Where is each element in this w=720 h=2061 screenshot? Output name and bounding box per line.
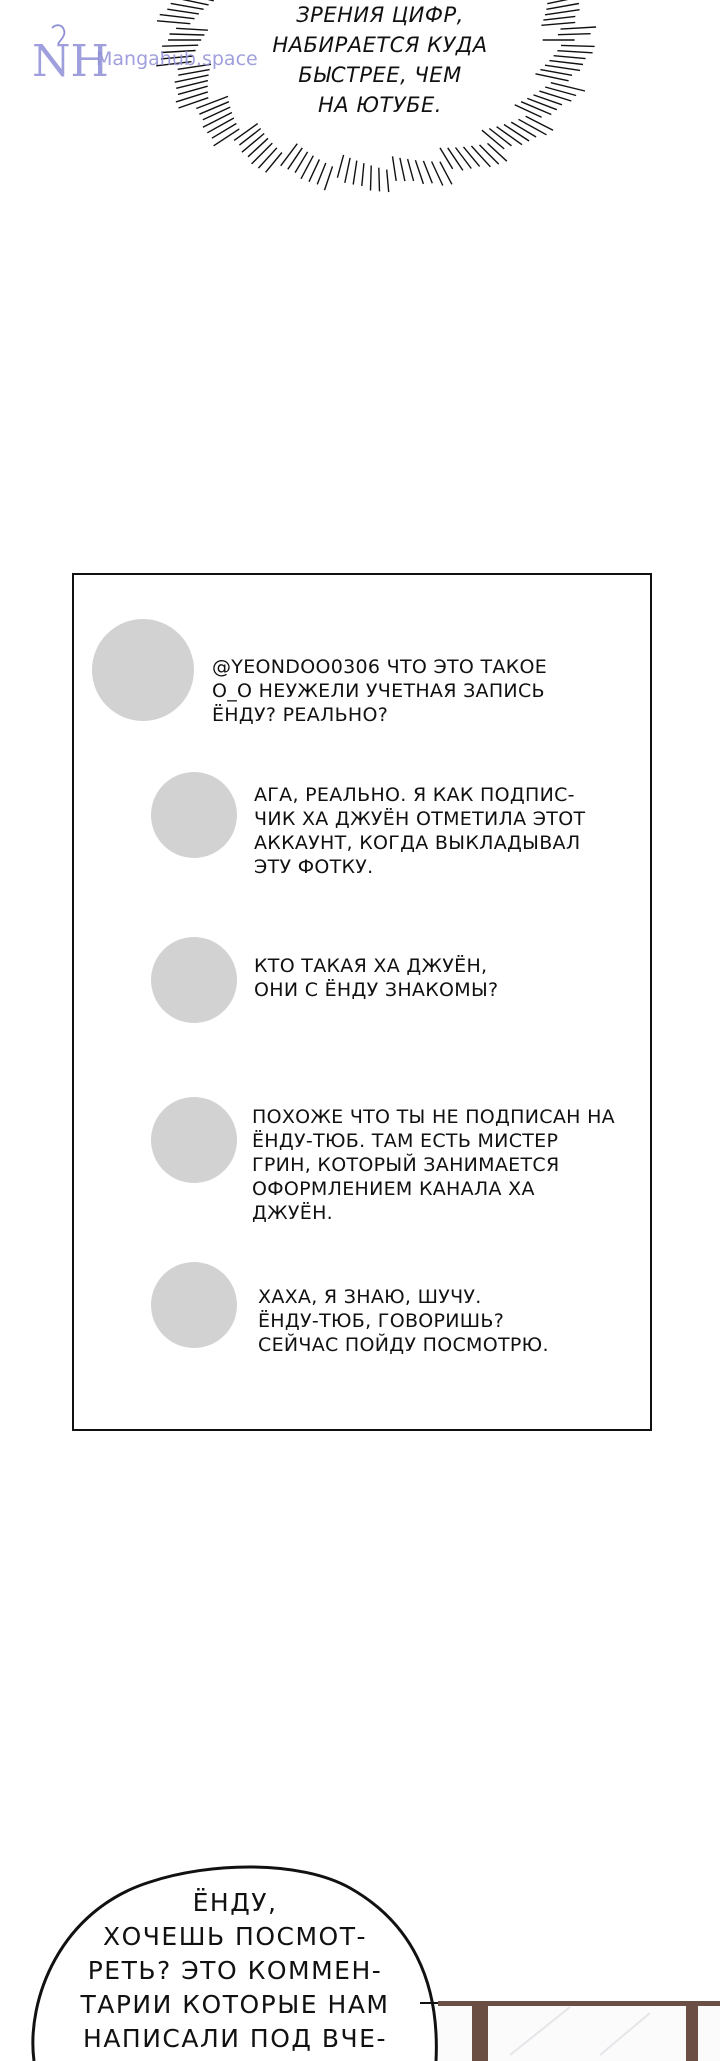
comment-line: ЁНДУ? РЕАЛЬНО? bbox=[212, 704, 389, 726]
watermark-text: Mangahub.space bbox=[96, 48, 258, 70]
bubble-line: ХОЧЕШЬ ПОСМОТ- bbox=[102, 1922, 368, 1951]
burst-ray bbox=[511, 122, 536, 137]
burst-line: НА ЮТУБЕ. bbox=[318, 93, 442, 117]
comment-line: АККАУНТ, КОГДА ВЫКЛАДЫВАЛ bbox=[254, 832, 581, 854]
burst-ray bbox=[519, 119, 547, 135]
burst-ray bbox=[558, 34, 591, 35]
burst-ray bbox=[543, 16, 575, 20]
burst-ray bbox=[207, 118, 234, 133]
comment-line: ЁНДУ-ТЮБ, ГОВОРИШЬ? bbox=[258, 1310, 505, 1332]
burst-ray bbox=[157, 21, 190, 24]
burst-ray bbox=[464, 147, 480, 167]
burst-ray bbox=[448, 148, 463, 171]
comment-text bbox=[252, 1105, 615, 1225]
burst-ray bbox=[561, 27, 597, 29]
comment-line: ОНИ С ЁНДУ ЗНАКОМЫ? bbox=[254, 979, 499, 1001]
burst-ray bbox=[258, 148, 277, 168]
burst-ray bbox=[212, 124, 237, 139]
burst-bubble-text bbox=[230, 0, 530, 120]
burst-ray bbox=[171, 3, 204, 9]
burst-ray bbox=[408, 159, 414, 181]
watermark-logo-letters: NH bbox=[32, 36, 109, 87]
burst-ray bbox=[160, 15, 195, 19]
burst-ray bbox=[547, 0, 578, 4]
bubble-line: НАПИСАЛИ ПОД ВЧЕ- bbox=[83, 2024, 387, 2053]
burst-ray bbox=[162, 45, 198, 46]
comment-text bbox=[254, 954, 498, 1002]
burst-ray bbox=[371, 166, 372, 191]
burst-ray bbox=[317, 163, 326, 184]
burst-ray bbox=[199, 102, 229, 115]
burst-ray bbox=[214, 129, 240, 146]
burst-ray bbox=[545, 65, 580, 70]
burst-ray bbox=[557, 51, 592, 53]
burst-ray bbox=[415, 160, 423, 184]
burst-ray bbox=[362, 163, 364, 186]
burst-ray bbox=[488, 143, 507, 161]
burst-line: ЗРЕНИЯ ЦИФР, bbox=[296, 3, 464, 27]
comment-line: ЧИК ХА ДЖУЁН ОТМЕТИЛА ЭТОТ bbox=[254, 808, 586, 830]
burst-ray bbox=[482, 130, 504, 149]
burst-ray bbox=[345, 158, 350, 183]
comment-line: O_O НЕУЖЕЛИ УЧЕТНАЯ ЗАПИСЬ bbox=[212, 680, 545, 702]
burst-ray bbox=[504, 125, 529, 142]
burst-ray bbox=[170, 34, 205, 35]
comments-panel bbox=[72, 573, 652, 1431]
comment-avatar bbox=[92, 619, 194, 721]
burst-ray bbox=[174, 0, 208, 5]
burst-ray bbox=[203, 107, 230, 120]
bubble-line: ЁНДУ, bbox=[192, 1888, 278, 1917]
burst-ray bbox=[239, 129, 260, 146]
comment-line: ЁНДУ-ТЮБ. ТАМ ЕСТЬ МИСТЕР bbox=[252, 1130, 559, 1152]
comment-line: ДЖУЁН. bbox=[252, 1202, 334, 1224]
comment-avatar bbox=[151, 1262, 237, 1348]
comment-line: @YEONDOO0306 ЧТО ЭТО ТАКОЕ bbox=[212, 656, 548, 678]
burst-ray bbox=[337, 155, 343, 178]
burst-ray bbox=[546, 4, 579, 10]
burst-ray bbox=[540, 70, 572, 76]
burst-ray bbox=[325, 166, 333, 190]
burst-ray bbox=[471, 146, 490, 167]
burst-ray bbox=[309, 159, 319, 181]
burst-ray bbox=[545, 10, 580, 15]
burst-ray bbox=[400, 158, 405, 181]
watermark-logo-icon bbox=[30, 22, 109, 87]
burst-ray bbox=[281, 144, 298, 166]
burst-ray bbox=[379, 168, 380, 192]
comment-line: СЕЙЧАС ПОЙДУ ПОСМОТРЮ. bbox=[258, 1334, 549, 1356]
burst-ray bbox=[353, 161, 357, 185]
burst-ray bbox=[234, 124, 258, 141]
burst-line: НАБИРАЕТСЯ КУДА bbox=[272, 33, 488, 57]
burst-ray bbox=[536, 74, 569, 81]
comment-avatar bbox=[151, 772, 237, 858]
comment-line: ГРИН, КОТОРЫЙ ЗАНИМАЕТСЯ bbox=[252, 1154, 560, 1176]
burst-ray bbox=[527, 98, 557, 109]
comment-avatar bbox=[151, 937, 237, 1023]
burst-ray bbox=[480, 145, 499, 164]
burst-ray bbox=[423, 161, 432, 183]
comment-line: ХАХА, Я ЗНАЮ, ШУЧУ. bbox=[258, 1286, 482, 1308]
bubble-line: ТАРИИ КОТОРЫЕ НАМ bbox=[80, 1990, 390, 2019]
burst-ray bbox=[266, 153, 282, 173]
comment-line: ОФОРМЛЕНИЕМ КАНАЛА ХА bbox=[252, 1178, 535, 1200]
burst-ray bbox=[541, 22, 575, 25]
comment-text bbox=[254, 783, 585, 879]
burst-ray bbox=[176, 28, 208, 30]
burst-ray bbox=[497, 127, 522, 145]
burst-ray bbox=[242, 134, 264, 153]
burst-ray bbox=[561, 45, 595, 46]
burst-ray bbox=[288, 148, 303, 170]
burst-ray bbox=[549, 61, 583, 65]
comment-line: ПОХОЖЕ ЧТО ТЫ НЕ ПОДПИСАН НА bbox=[252, 1106, 615, 1128]
burst-ray bbox=[167, 9, 199, 14]
bubble-line: РЕТЬ? ЭТО КОММЕН- bbox=[87, 1956, 383, 1985]
burst-ray bbox=[196, 96, 228, 108]
comment-text bbox=[258, 1285, 549, 1357]
comment-avatar bbox=[151, 1097, 237, 1183]
comment-text bbox=[212, 655, 547, 727]
burst-ray bbox=[178, 70, 209, 76]
burst-ray bbox=[393, 156, 397, 181]
comment-line: КТО ТАКАЯ ХА ДЖУЁН, bbox=[254, 955, 488, 977]
comment-line: ЭТУ ФОТКУ. bbox=[254, 856, 374, 878]
burst-ray bbox=[554, 56, 586, 59]
comment-line: АГА, РЕАЛЬНО. Я КАК ПОДПИС- bbox=[254, 784, 575, 806]
burst-ray bbox=[203, 113, 232, 128]
background-window-frame bbox=[420, 1995, 720, 2061]
burst-ray bbox=[248, 138, 268, 157]
burst-line: БЫСТРЕЕ, ЧЕМ bbox=[298, 63, 462, 87]
burst-ray bbox=[456, 148, 472, 169]
burst-ray bbox=[387, 170, 389, 193]
speech-bubble-text bbox=[40, 1886, 430, 2056]
burst-ray bbox=[489, 129, 511, 146]
burst-ray bbox=[252, 143, 273, 164]
